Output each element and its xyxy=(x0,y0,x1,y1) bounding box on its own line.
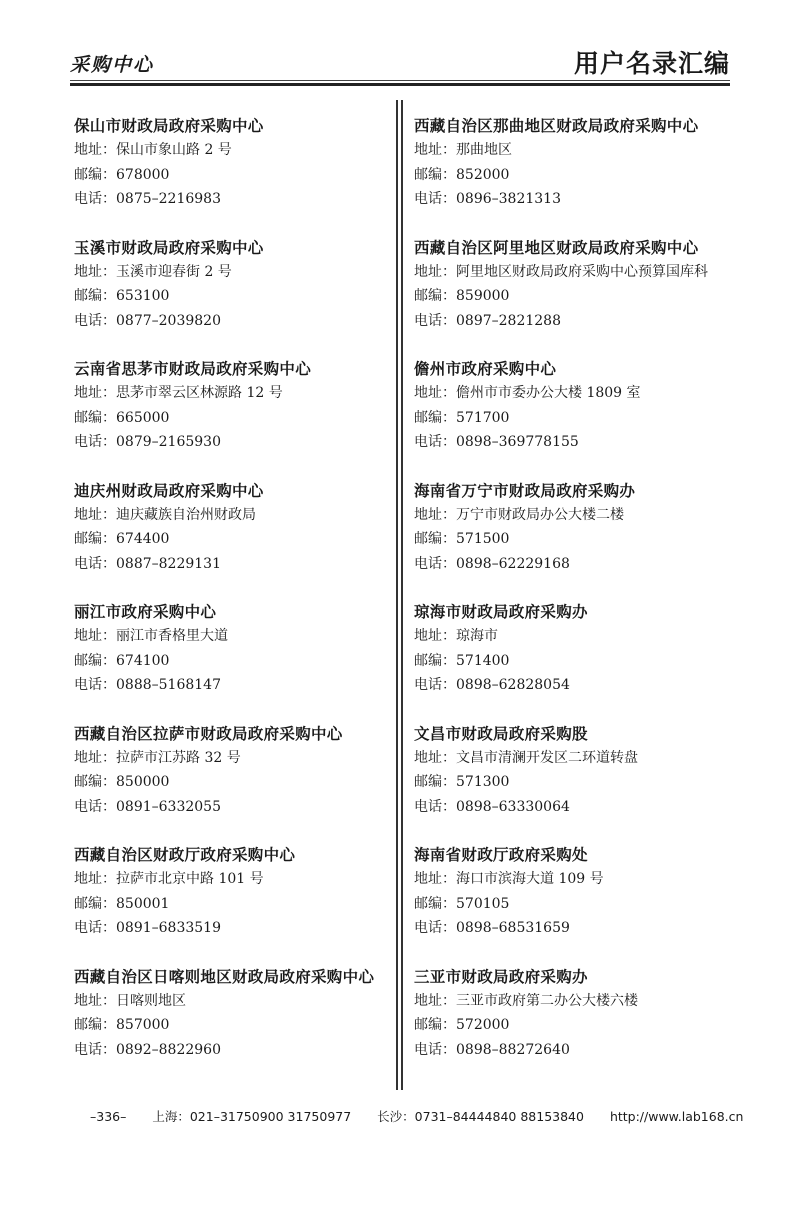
entry-postcode: 邮编：674100 xyxy=(74,652,170,669)
entry-name: 海南省万宁市财政局政府采购办 xyxy=(414,481,636,500)
directory-entry xyxy=(414,357,744,479)
entry-phone: 电话：0897–2821288 xyxy=(414,312,561,329)
entry-phone: 电话：0892–8822960 xyxy=(74,1041,221,1058)
entry-postcode: 邮编：859000 xyxy=(414,288,510,304)
entry-name: 文昌市财政局政府采购股 xyxy=(414,724,588,743)
entry-address: 地址：拉萨市北京中路 101 号 xyxy=(74,871,264,887)
directory-entry xyxy=(414,965,744,1087)
entry-postcode: 邮编：653100 xyxy=(74,288,170,304)
directory-entry xyxy=(414,600,744,722)
header-book-title: 用户名录汇编 xyxy=(573,49,730,78)
directory-entry xyxy=(414,114,744,236)
directory-entry xyxy=(74,114,404,236)
entry-address: 地址：琼海市 xyxy=(414,628,498,644)
directory-entry xyxy=(74,843,404,965)
entry-address: 地址：思茅市翠云区林源路 12 号 xyxy=(74,385,283,401)
entry-name: 海南省财政厅政府采购处 xyxy=(414,846,588,864)
entry-phone: 电话：0898–63330064 xyxy=(414,798,570,815)
directory-entry xyxy=(74,722,404,844)
entry-postcode: 邮编：665000 xyxy=(74,409,170,426)
directory-entry xyxy=(74,600,404,722)
entry-name: 西藏自治区拉萨市财政局政府采购中心 xyxy=(74,724,343,743)
header-rule-thick xyxy=(70,83,730,86)
entry-name: 琼海市财政局政府采购办 xyxy=(414,603,588,621)
entry-postcode: 邮编：572000 xyxy=(414,1017,510,1033)
entry-phone: 电话：0875–2216983 xyxy=(74,191,221,207)
page-header xyxy=(70,40,730,80)
entry-postcode: 邮编：571400 xyxy=(414,652,510,669)
left-column xyxy=(74,114,404,1086)
entry-phone: 电话：0898–62828054 xyxy=(414,677,570,693)
entry-address: 地址：万宁市财政局办公大楼二楼 xyxy=(414,506,624,523)
entry-name: 保山市财政局政府采购中心 xyxy=(74,117,264,135)
directory-entry xyxy=(414,479,744,601)
entry-postcode: 邮编：678000 xyxy=(74,166,170,183)
entry-phone: 电话：0879–2165930 xyxy=(74,434,221,450)
header-rule-thin xyxy=(70,80,730,81)
entry-address: 地址：丽江市香格里大道 xyxy=(74,628,228,644)
entry-name: 西藏自治区日喀则地区财政局政府采购中心 xyxy=(74,967,375,986)
entry-phone: 电话：0898–68531659 xyxy=(414,920,570,936)
entry-name: 丽江市政府采购中心 xyxy=(74,603,217,621)
entry-address: 地址：文昌市清澜开发区二环道转盘 xyxy=(414,749,638,766)
entry-phone: 电话：0877–2039820 xyxy=(74,312,221,329)
directory-entry xyxy=(74,236,404,358)
directory-entry xyxy=(74,965,404,1087)
entry-address: 地址：拉萨市江苏路 32 号 xyxy=(74,749,241,766)
entry-name: 西藏自治区阿里地区财政局政府采购中心 xyxy=(414,238,699,257)
entry-postcode: 邮编：852000 xyxy=(414,166,510,183)
right-column xyxy=(414,114,744,1086)
entry-postcode: 邮编：674400 xyxy=(74,531,170,547)
entry-phone: 电话：0888–5168147 xyxy=(74,677,221,693)
entry-phone: 电话：0891–6833519 xyxy=(74,920,221,936)
page-footer xyxy=(90,1107,744,1125)
entry-name: 西藏自治区财政厅政府采购中心 xyxy=(74,846,296,864)
header-section-title: 采购中心 xyxy=(70,54,155,76)
directory-entry xyxy=(74,357,404,479)
page-number: –336– xyxy=(90,1109,127,1124)
entry-postcode: 邮编：857000 xyxy=(74,1017,170,1033)
entry-address: 地址：迪庆藏族自治州财政局 xyxy=(74,506,256,523)
directory-entry xyxy=(74,479,404,601)
entry-address: 地址：阿里地区财政局政府采购中心预算国库科 xyxy=(414,263,708,280)
footer-url: http://www.lab168.cn xyxy=(609,1109,744,1124)
directory-entry xyxy=(414,843,744,965)
entry-address: 地址：保山市象山路 2 号 xyxy=(74,142,232,158)
entry-postcode: 邮编：571700 xyxy=(414,409,510,426)
entry-address: 地址：日喀则地区 xyxy=(74,992,186,1009)
entry-phone: 电话：0896–3821313 xyxy=(414,191,561,207)
entry-address: 地址：三亚市政府第二办公大楼六楼 xyxy=(414,992,638,1009)
footer-changsha-phone: 长沙：0731–84444840 88153840 xyxy=(377,1109,584,1124)
entry-name: 玉溪市财政局政府采购中心 xyxy=(74,238,264,257)
entry-postcode: 邮编：571300 xyxy=(414,774,510,790)
entry-phone: 电话：0898–62229168 xyxy=(414,555,570,572)
entry-postcode: 邮编：571500 xyxy=(414,531,510,547)
entry-phone: 电话：0898–369778155 xyxy=(414,434,579,450)
directory-entry xyxy=(414,236,744,358)
entry-postcode: 邮编：850000 xyxy=(74,774,170,790)
entry-name: 三亚市财政局政府采购办 xyxy=(414,967,588,986)
entry-name: 迪庆州财政局政府采购中心 xyxy=(74,481,264,500)
entry-postcode: 邮编：570105 xyxy=(414,895,510,912)
footer-shanghai-phone: 上海：021–31750900 31750977 xyxy=(152,1109,352,1124)
entry-address: 地址：儋州市市委办公大楼 1809 室 xyxy=(414,385,641,401)
directory-entry xyxy=(414,722,744,844)
entry-name: 儋州市政府采购中心 xyxy=(414,360,557,378)
entry-phone: 电话：0891–6332055 xyxy=(74,798,221,815)
entry-postcode: 邮编：850001 xyxy=(74,895,170,912)
entry-name: 云南省思茅市财政局政府采购中心 xyxy=(74,360,312,378)
entry-phone: 电话：0887–8229131 xyxy=(74,555,221,572)
entry-phone: 电话：0898–88272640 xyxy=(414,1041,570,1058)
entry-address: 地址：海口市滨海大道 109 号 xyxy=(414,871,604,887)
entry-address: 地址：那曲地区 xyxy=(414,142,512,158)
entry-name: 西藏自治区那曲地区财政局政府采购中心 xyxy=(414,117,699,135)
column-divider xyxy=(396,100,403,1090)
entry-address: 地址：玉溪市迎春街 2 号 xyxy=(74,263,232,280)
